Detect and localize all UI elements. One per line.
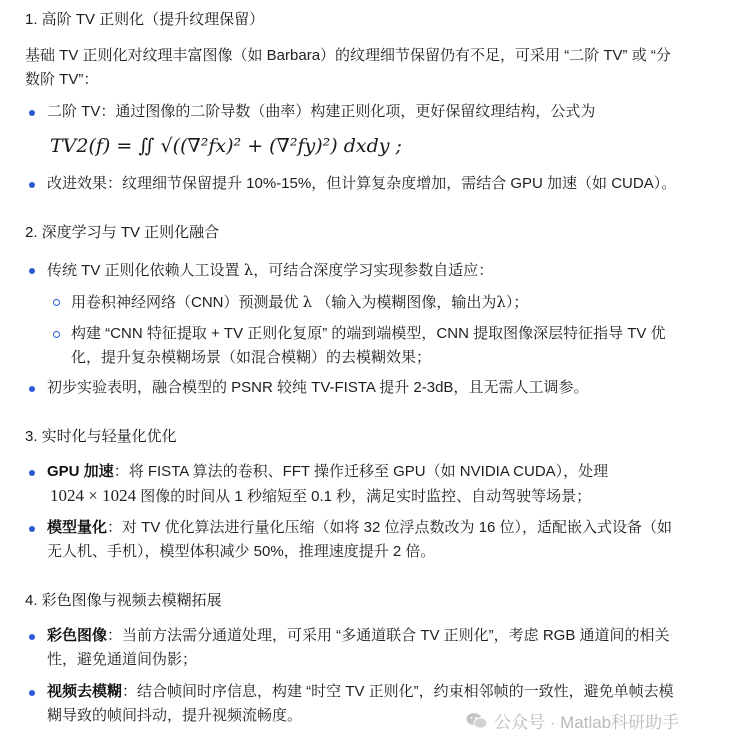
bullet-text: 糊导致的帧间抖动，提升视频流畅度。 [47,707,303,724]
bold-term: 模型量化 [47,519,108,536]
sub-bullet-icon [53,299,60,306]
bold-term: 彩色图像 [47,627,108,644]
bullet-text: 改进效果：纹理细节保留提升 10%-15%，但计算复杂度增加，需结合 GPU 加速（如 CUDA）。 [47,175,677,192]
bullet-text [47,682,674,702]
bullet-text: 性，避免通道间伪影； [47,651,198,668]
bullet-text [47,462,608,482]
wechat-icon [466,712,488,730]
bullet-icon [29,110,35,116]
bullet-icon [29,182,35,188]
bullet-icon [29,634,35,640]
section-1-heading: 1. 高阶 TV 正则化（提升纹理保留） [25,11,265,28]
text: ：将 FISTA 算法的卷积、FFT 操作迁移至 GPU（如 NVIDIA CUDA），处理 [113,463,609,480]
math-size: 1024 × 1024 [50,486,137,505]
watermark-text: 公众号 · Matlab科研助手 [494,713,680,732]
section-1-intro-line-2: 数阶 TV”： [25,71,99,88]
bold-term: GPU 加速 [47,463,114,480]
text: 用卷积神经网络（CNN）预测最优 [71,294,299,311]
section-2-heading: 2. 深度学习与 TV 正则化融合 [25,224,220,241]
lambda-symbol: λ [302,293,313,311]
lambda-symbol: λ [496,293,506,311]
text: 图像的时间从 1 秒缩短至 0.1 秒，满足实时监控、自动驾驶等场景； [140,488,592,505]
sub-bullet-text: 构建 “CNN 特征提取 + TV 正则化复原” 的端到端模型，CNN 提取图像深层特征指导 TV 优 [71,325,666,342]
bullet-icon [29,470,35,476]
text: 传统 TV 正则化依赖人工设置 [47,262,240,279]
text: （输入为模糊图像，输出为 [316,294,497,311]
sub-bullet-text: 化，提升复杂模糊场景（如混合模糊）的去模糊效果； [71,349,432,366]
bullet-text: 初步实验表明，融合模型的 PSNR 较纯 TV-FISTA 提升 2-3dB，且无需人工调参。 [47,379,589,396]
bullet-text [47,626,670,646]
bullet-text [50,486,591,507]
bullet-icon [29,386,35,392]
bullet-icon [29,526,35,532]
bold-term: 视频去模糊 [47,683,123,700]
text: ：结合帧间时序信息，构建 “时空 TV 正则化”，约束相邻帧的一致性，避免单帧去模 [122,683,674,700]
bullet-icon [29,268,35,274]
section-4-heading: 4. 彩色图像与视频去模糊拓展 [25,592,222,609]
section-3-heading: 3. 实时化与轻量化优化 [25,428,177,445]
watermark [466,708,679,733]
bullet-icon [29,690,35,696]
sub-bullet-text [71,292,528,313]
lambda-symbol: λ [243,261,254,279]
tv2-formula: TV2(f) = ∬ √((∇²fx)² + (∇²fy)²) dxdy ; [50,135,402,157]
bullet-text [47,260,493,281]
text: ，可结合深度学习实现参数自适应： [253,262,494,279]
sub-bullet-icon [53,331,60,338]
bullet-text: 无人机、手机），模型体积减少 50%，推理速度提升 2 倍。 [47,543,436,560]
text: ：当前方法需分通道处理，可采用 “多通道联合 TV 正则化”，考虑 RGB 通道间的相关 [107,627,670,644]
section-1-intro-line-1: 基础 TV 正则化对纹理丰富图像（如 Barbara）的纹理细节保留仍有不足，可采用 “二阶 TV” 或 “分 [25,47,671,64]
bullet-text [47,518,672,538]
text: ：对 TV 优化算法进行量化压缩（如将 32 位浮点数改为 16 位），适配嵌入式设备（如 [107,519,673,536]
text: ）； [505,294,529,311]
bullet-text: 二阶 TV：通过图像的二阶导数（曲率）构建正则化项，更好保留纹理结构，公式为 [47,103,596,120]
